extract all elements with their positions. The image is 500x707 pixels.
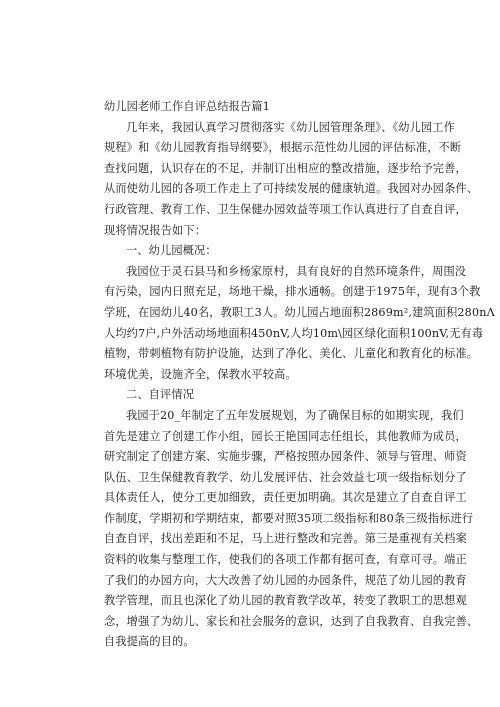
paragraph-line: 植物，带刺植物有防护设施，达到了净化、美化、儿童化和教育化的标准。	[104, 347, 479, 361]
document-title: 幼儿园老师工作自评总结报告篇1	[104, 100, 270, 113]
paragraph-line: 研究制定了创建方案、实施步骤，严格按照办园条件、领导与管理、师资	[104, 450, 467, 464]
paragraph-line: 资料的收集与整理工作，使我们的各项工作都有据可查，有章可寻。端正	[104, 553, 467, 567]
paragraph-line: 查找问题，认识存在的不足，并制订出相应的整改措施，逐步给予完善，	[104, 161, 467, 175]
paragraph-line: 作制度，学期初和学期结束，都要对照35项二级指标和80条三级指标进行	[104, 511, 474, 525]
paragraph-line: 环境优美，设施齐全，保教水平较高。	[104, 367, 297, 381]
paragraph-line: 队伍、卫生保健教育教学、幼儿发展评估、社会效益七项一级指标划分了	[104, 470, 467, 484]
paragraph-line: 有污染，园内日照充足，场地干燥，排水通畅。创建于1975年，现有3个教	[104, 285, 481, 299]
paragraph-line: 从而使幼儿园的各项工作走上了可持续发展的健康轨道。我园对办园条件、	[104, 182, 479, 196]
section-heading-self-evaluation: 二、自评情况	[126, 388, 195, 402]
paragraph-line: 我园于20_年制定了五年发展规划，为了确保目标的如期实现，我们	[126, 408, 464, 422]
paragraph-line: 几年来，我园认真学习贯彻落实《幼儿园管理条理》、《幼儿园工作	[126, 120, 455, 134]
paragraph-line: 自我提高的目的。	[104, 635, 195, 649]
paragraph-line: 具体责任人，使分工更加细致，责任更加明确。其次是建立了自查自评工	[104, 491, 467, 505]
paragraph-line: 现将情况报告如下：	[104, 223, 207, 237]
paragraph-line: 自查自评，找出差距和不足，马上进行整改和完善。第三是重视有关档案	[104, 532, 467, 546]
paragraph-line: 学班，在园幼儿40名，教职工3人。幼儿园占地面积2869m²,建筑面积280nΛ	[104, 305, 495, 319]
paragraph-line: 教学管理，而且也深化了幼儿园的教育教学改革，转变了教职工的思想观	[104, 594, 467, 608]
paragraph-line: 我园位于灵石县马和乡杨家原村，具有良好的自然环境条件，周围没	[126, 264, 467, 278]
paragraph-line: 人均约7户,户外活动场地面积450nV,人均10m\园区绿化面积100nV,无有毒	[104, 326, 484, 340]
paragraph-line: 首先是建立了创建工作小组，园长王艳国同志任组长，其他教师为成员，	[104, 429, 467, 443]
paragraph-line: 行政管理、教育工作、卫生保健办园效益等项工作认真进行了自查自评，	[104, 202, 467, 216]
paragraph-line: 规程》和《幼儿园教育指导纲要》，根据示范性幼儿园的评估标准，不断	[104, 141, 462, 155]
document-body	[104, 97, 495, 653]
section-heading-overview: 一、幼儿园概况：	[126, 244, 217, 258]
paragraph-line: 了我们的办园方向，大大改善了幼儿园的办园条件，规范了幼儿园的教育	[104, 573, 467, 587]
paragraph-line: 念，增强了为幼儿、家长和社会服务的意识，达到了自我教育、自我完善、	[104, 614, 479, 628]
